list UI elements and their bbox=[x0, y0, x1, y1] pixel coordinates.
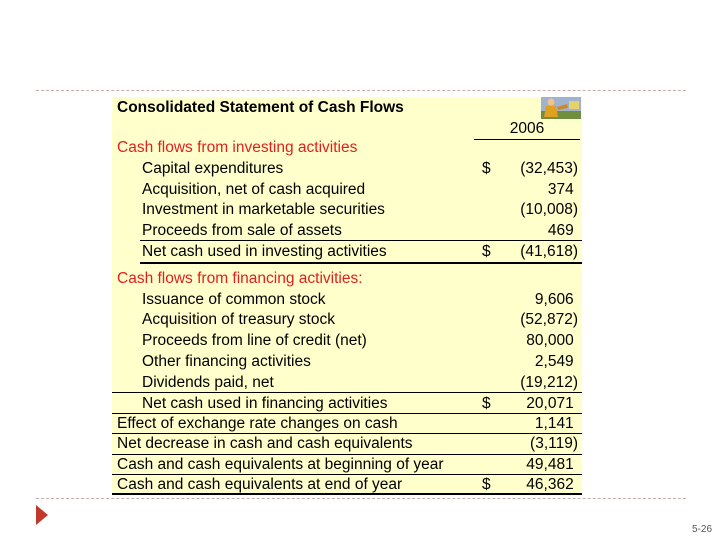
row-amount: (32,453) bbox=[520, 160, 578, 177]
table-row bbox=[112, 372, 582, 393]
statement-title: Consolidated Statement of Cash Flows bbox=[117, 99, 404, 116]
table-row bbox=[112, 179, 582, 200]
row-amount: (19,212) bbox=[520, 374, 578, 391]
year-header: 2006 bbox=[474, 118, 580, 140]
row-amount: 9,606 bbox=[534, 291, 578, 308]
row-label: Issuance of common stock bbox=[142, 291, 326, 308]
top-divider bbox=[36, 90, 686, 91]
row-label: Net cash used in financing activities bbox=[142, 395, 388, 412]
row-amount: 1,141 bbox=[534, 415, 578, 432]
table-row bbox=[112, 220, 582, 241]
cash-flow-statement bbox=[112, 97, 582, 494]
row-amount: (41,618) bbox=[520, 243, 578, 260]
row-amount: 469 bbox=[547, 222, 578, 239]
row-amount: (10,008) bbox=[520, 201, 578, 218]
row-label: Capital expenditures bbox=[142, 160, 284, 177]
row-label: Effect of exchange rate changes on cash bbox=[117, 415, 398, 432]
currency-symbol: $ bbox=[482, 243, 491, 260]
row-amount: 46,362 bbox=[526, 476, 578, 493]
table-row bbox=[112, 199, 582, 220]
row-amount: 80,000 bbox=[526, 332, 578, 349]
table-row bbox=[112, 454, 582, 475]
table-row bbox=[112, 158, 582, 179]
businessman-clipart-icon bbox=[541, 97, 581, 119]
table-row bbox=[112, 413, 582, 434]
row-label: Cash and cash equivalents at beginning of year bbox=[117, 456, 444, 473]
bottom-divider bbox=[36, 498, 686, 499]
row-label: Cash and cash equivalents at end of year bbox=[117, 476, 403, 493]
financing-total-row bbox=[112, 393, 582, 414]
row-label: Net decrease in cash and cash equivalents bbox=[117, 435, 413, 452]
table-row bbox=[112, 330, 582, 351]
currency-symbol: $ bbox=[482, 160, 491, 177]
currency-symbol: $ bbox=[482, 476, 491, 493]
row-label: Other financing activities bbox=[142, 353, 311, 370]
table-row bbox=[112, 309, 582, 330]
investing-total-row bbox=[112, 241, 582, 262]
play-arrow-icon[interactable] bbox=[36, 505, 48, 525]
table-row bbox=[112, 474, 582, 495]
table-row bbox=[112, 433, 582, 454]
row-label: Proceeds from line of credit (net) bbox=[142, 332, 367, 349]
table-row bbox=[112, 289, 582, 310]
total-double-rule bbox=[140, 262, 582, 264]
table-row bbox=[112, 351, 582, 372]
row-label: Investment in marketable securities bbox=[142, 201, 385, 218]
row-amount: (3,119) bbox=[530, 435, 578, 452]
row-amount: 49,481 bbox=[526, 456, 578, 473]
row-amount: 2,549 bbox=[534, 353, 578, 370]
row-amount: 20,071 bbox=[526, 395, 578, 412]
row-amount: (52,872) bbox=[520, 311, 578, 328]
financing-heading: Cash flows from financing activities: bbox=[117, 270, 363, 287]
currency-symbol: $ bbox=[482, 395, 491, 412]
row-amount: 374 bbox=[547, 181, 578, 198]
total-double-rule bbox=[112, 493, 582, 495]
financing-heading-row bbox=[112, 268, 582, 289]
row-label: Acquisition, net of cash acquired bbox=[142, 181, 366, 198]
row-label: Net cash used in investing activities bbox=[142, 243, 387, 260]
investing-heading-row bbox=[112, 137, 582, 158]
row-label: Dividends paid, net bbox=[142, 374, 274, 391]
row-label: Proceeds from sale of assets bbox=[142, 222, 342, 239]
slide-number: 5-26 bbox=[691, 524, 712, 535]
row-label: Acquisition of treasury stock bbox=[142, 311, 335, 328]
investing-heading: Cash flows from investing activities bbox=[117, 139, 358, 156]
